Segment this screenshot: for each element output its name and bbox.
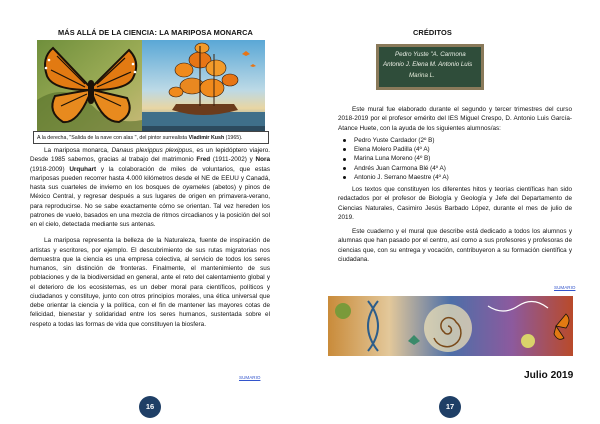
sumario-link-left[interactable]: SUMARIO bbox=[239, 375, 261, 380]
list-item: Andrés Juan Carmona Blé (4º A) bbox=[338, 164, 572, 173]
right-page-title: CRÉDITOS bbox=[413, 28, 452, 37]
paragraph-mural-intro: Este mural fue elaborado durante el segundo y tercer trimestres del curso 2018-2019 por el profesor emérito del IES Miguel Crespo, D. Antonio Luis García-Atance Huete, con la ayuda de los siguientes alumnos/as: bbox=[338, 106, 572, 132]
sumario-link-right[interactable]: SUMARIO bbox=[554, 285, 576, 290]
paragraph-texts-author: Los textos que constituyen los diferentes hitos y teorías científicas han sido redactados por el profesor de Biología y Geología y Jefe del Departamento de Ciencias Naturales, Casimiro Jesús Barbado López, durante el mes de julio de 2019. bbox=[338, 186, 572, 221]
chalkboard-photo bbox=[376, 44, 484, 90]
page-number-left: 16 bbox=[139, 396, 161, 418]
winged-ship-painting bbox=[142, 40, 265, 131]
paragraph-butterfly-ethics: La mariposa representa la belleza de la Naturaleza, fuente de inspiración de artistas y escritores, por ejemplo. El descubrimiento de sus rutas migratorias nos demuestra que la ciencia es una empresa colectiva, al servicio de todos los seres humanos, sin distinción de fronteras. Finalmente, el mantenimiento de sus poblaciones y de la biodiversidad en general, ante el reto del calentamiento global y el deterioro de los ecosistemas, es un deber moral para científicos, políticos y ciudadanos y constituye, junto con otros principios morales, una ética universal que debe orientar la ciencia y la política, con el fin de mantener las mayores cotas de felicidad, bienestar y solidaridad entre los seres humanos, sustentada sobre el respeto a todas las formas de vida que constituyen la biosfera. bbox=[30, 237, 270, 328]
right-body-text bbox=[338, 105, 572, 264]
monarch-butterfly-photo bbox=[37, 40, 142, 131]
right-page bbox=[300, 0, 600, 424]
caption-text: A la derecha, "Salida de la nave con alas ", del pintor surrealista bbox=[37, 135, 189, 141]
date-label: Julio 2019 bbox=[524, 370, 574, 381]
mural-photo bbox=[328, 296, 573, 356]
list-item: Pedro Yuste Cardador (2º B) bbox=[338, 136, 572, 145]
species-name: Danaus plexippus plexippus bbox=[111, 147, 193, 154]
caption-artist-name: Vladimir Kush bbox=[188, 135, 225, 141]
chalk-names-line-1: Pedro Yuste "A. Carmona bbox=[395, 51, 466, 58]
page-number-right: 17 bbox=[439, 396, 461, 418]
list-item: Elena Molero Padilla (4º A) bbox=[338, 145, 572, 154]
chalk-names-line-2: Antonio J. Elena M. Antonio Luis bbox=[383, 61, 473, 68]
caption-year: (1965). bbox=[224, 135, 243, 141]
left-body-text bbox=[30, 146, 270, 329]
list-item: Marina Luna Moreno (4º B) bbox=[338, 154, 572, 163]
list-item: Antonio J. Serrano Maestre (4º A) bbox=[338, 173, 572, 182]
paragraph-dedication: Este cuaderno y el mural que describe está dedicado a todos los alumnos y alumnas que han pasado por el centro, así como a sus profesores y profesoras de ciencias que, con su entrega y vocación, contribuyeron a su formación científica y ciudadana. bbox=[338, 228, 572, 263]
students-list bbox=[338, 136, 572, 182]
left-page-title: MÁS ALLÁ DE LA CIENCIA: LA MARIPOSA MONARCA bbox=[58, 28, 253, 37]
image-caption bbox=[33, 131, 269, 144]
chalk-names-line-3: Marina L. bbox=[409, 72, 435, 79]
paragraph-monarch-migration: La mariposa monarca, Danaus plexippus plexippus, es un lepidóptero viajero. Desde 1985 sabemos, gracias al trabajo del matrimonio Fred (1911-2002) y Nora (1918-2009) Urquhart y la colaboración de miles de voluntarios, que estas mariposas pueden recorrer hasta 4.000 kilómetros desde el NE de EEUU y Canadá, hasta sus cuarteles de invierno en los bosques de oyameles (abetos) y pinos de México Central, y regresar después a sus lugares de origen en primavera-verano, para reproducirse. No se sabe exactamente cómo se orientan. Tal vez hereden los patrones de vuelo, basados en una mezcla de ritmos circadianos y la posición del sol en el cielo, detectada mediante sus antenas. bbox=[30, 147, 271, 228]
